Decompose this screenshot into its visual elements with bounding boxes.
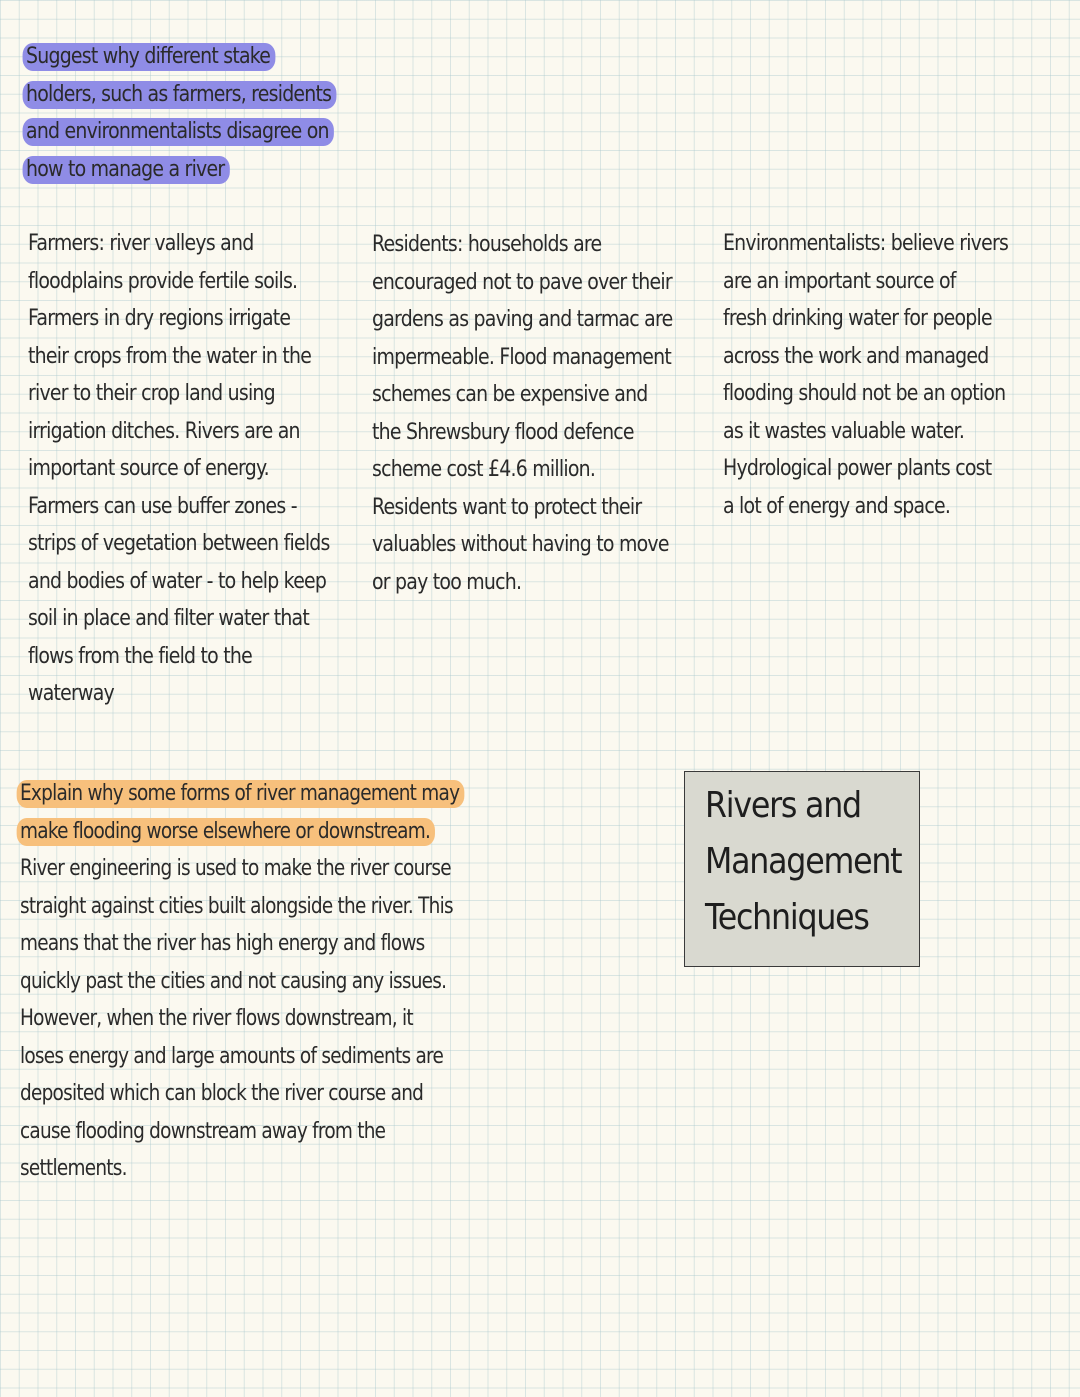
residents-line: impermeable. Flood management <box>372 344 671 370</box>
question-2-answer-line: loses energy and large amounts of sediments are <box>20 1043 444 1069</box>
question-2-answer-line: deposited which can block the river course and <box>20 1081 424 1106</box>
question-1-highlight: Suggest why different stake <box>23 43 276 71</box>
question-2-answer-line: quickly past the cities and not causing any issues. <box>20 968 447 994</box>
question-2 <box>20 775 549 1188</box>
residents-line: gardens as paving and tarmac are <box>372 307 673 332</box>
topic-title-line: Rivers and <box>705 785 861 826</box>
farmers-line: their crops from the water in the <box>28 343 312 369</box>
environmentalists-line: across the work and managed <box>723 343 989 369</box>
environmentalists-line: as it wastes valuable water. <box>723 418 965 444</box>
topic-title-line: Techniques <box>705 897 869 938</box>
question-2-highlight: make flooding worse elsewhere or downstream. <box>17 818 435 846</box>
residents-line: scheme cost £4.6 million. <box>372 457 596 482</box>
farmers-line: flows from the field to the <box>28 643 252 669</box>
question-1-highlight: holders, such as farmers, residents <box>23 81 337 109</box>
environmentalists-line: fresh drinking water for people <box>723 306 992 331</box>
environmentalists-line: Environmentalists: believe rivers <box>723 231 1009 256</box>
residents-line: schemes can be expensive and <box>372 382 648 407</box>
farmers-line: and bodies of water - to help keep <box>28 568 327 594</box>
question-1-line <box>26 76 336 114</box>
residents-paragraph <box>372 226 721 601</box>
question-1-highlight: how to manage a river <box>23 156 230 184</box>
residents-line: Residents: households are <box>372 232 602 257</box>
question-1-line <box>26 113 336 151</box>
residents-line: encouraged not to pave over their <box>372 269 672 295</box>
question-2-answer-line: settlements. <box>20 1156 127 1181</box>
question-2-line <box>20 813 464 851</box>
question-2-answer-line: However, when the river flows downstream, it <box>20 1006 413 1031</box>
question-1 <box>26 38 387 188</box>
environmentalists-line: are an important source of <box>723 268 956 294</box>
question-2-answer-line: cause flooding downstream away from the <box>20 1118 386 1144</box>
farmers-line: river to their crop land using <box>28 381 275 406</box>
farmers-paragraph <box>28 225 379 713</box>
residents-line: or pay too much. <box>372 569 522 595</box>
farmers-line: Farmers: river valleys and <box>28 231 254 256</box>
farmers-line: irrigation ditches. Rivers are an <box>28 418 300 444</box>
topic-title-line: Management <box>705 841 902 882</box>
environmentalists-line: flooding should not be an option <box>723 381 1006 406</box>
farmers-line: strips of vegetation between fields <box>28 531 330 556</box>
environmentalists-line: Hydrological power plants cost <box>723 456 992 481</box>
question-2-answer-line: means that the river has high energy and flows <box>20 931 425 956</box>
residents-line: Residents want to protect their <box>372 494 642 520</box>
farmers-line: Farmers in dry regions irrigate <box>28 306 291 331</box>
farmers-line: important source of energy. <box>28 456 269 481</box>
farmers-line: Farmers can use buffer zones - <box>28 493 297 519</box>
residents-line: the Shrewsbury flood defence <box>372 419 634 445</box>
topic-title-box <box>684 771 920 967</box>
question-2-answer-line: River engineering is used to make the river course <box>20 856 451 881</box>
farmers-line: waterway <box>28 681 114 706</box>
farmers-line: floodplains provide fertile soils. <box>28 268 298 294</box>
question-1-highlight: and environmentalists disagree on <box>23 118 334 146</box>
question-2-line <box>20 775 464 813</box>
residents-line: valuables without having to move <box>372 532 669 557</box>
question-1-line <box>26 151 336 189</box>
farmers-line: soil in place and filter water that <box>28 606 310 631</box>
question-2-answer-line: straight against cities built alongside the river. This <box>20 893 453 919</box>
environmentalists-line: a lot of energy and space. <box>723 493 951 519</box>
question-1-line <box>26 38 336 76</box>
environmentalists-paragraph <box>723 225 1054 525</box>
question-2-highlight: Explain why some forms of river management may <box>17 780 465 808</box>
